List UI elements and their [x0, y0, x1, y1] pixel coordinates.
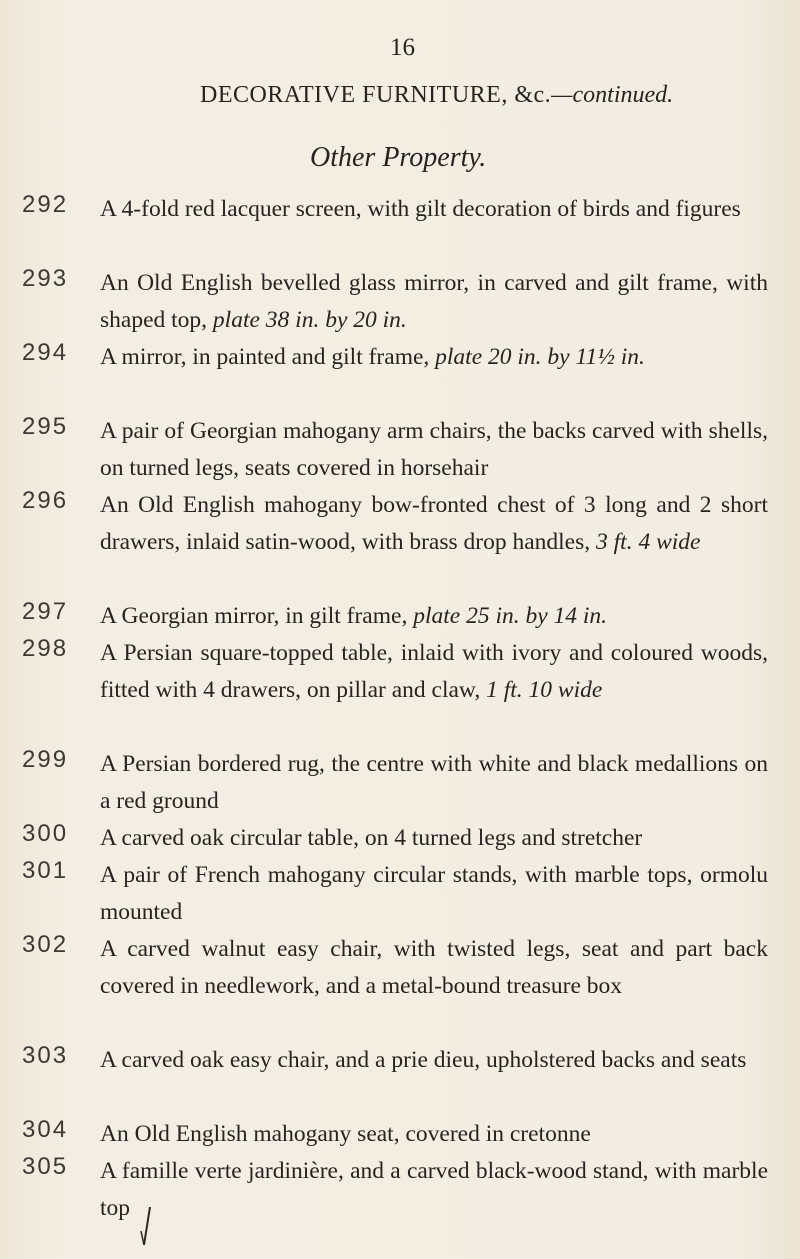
lot-description: An Old English mahogany bow-fronted chest of 3 long and 2 short drawers, inlaid satin-wood, with brass drop handles, 3 ft. 4 wide: [100, 492, 768, 555]
section-heading-continued: —continued.: [551, 82, 674, 108]
lot-description: A mirror, in painted and gilt frame, plate 20 in. by 11½ in.: [100, 344, 645, 370]
lot-number: 302: [22, 931, 69, 958]
lot-description: A pair of French mahogany circular stands, with marble tops, ormolu mounted: [100, 862, 768, 925]
lot-number: 304: [22, 1116, 69, 1143]
lot-number: 296: [22, 487, 69, 514]
section-heading-title: DECORATIVE FURNITURE, &c.: [200, 82, 552, 108]
page-number: 16: [390, 34, 415, 61]
lot-number: 294: [22, 339, 69, 366]
lot-description: A Persian square-topped table, inlaid with ivory and coloured woods, fitted with 4 drawers, on pillar and claw, 1 ft. 10 wide: [100, 640, 768, 703]
lot-description: A pair of Georgian mahogany arm chairs, the backs carved with shells, on turned legs, seats covered in horsehair: [100, 418, 768, 481]
pencil-mark-icon: [138, 1205, 154, 1249]
lot-number: 301: [22, 857, 69, 884]
lot-description: A carved walnut easy chair, with twisted legs, seat and part back covered in needlework, and a metal-bound treasure box: [100, 936, 768, 999]
section-subheading: Other Property.: [310, 142, 487, 173]
lot-description: A famille verte jardinière, and a carved black-wood stand, with marble top: [100, 1158, 768, 1221]
lot-number: 297: [22, 598, 69, 625]
lot-description: A Georgian mirror, in gilt frame, plate 25 in. by 14 in.: [100, 603, 608, 629]
lot-number: 303: [22, 1042, 69, 1069]
lot-number: 298: [22, 635, 69, 662]
lot-description: An Old English bevelled glass mirror, in carved and gilt frame, with shaped top, plate 38 in. by 20 in.: [100, 270, 768, 333]
lot-number: 300: [22, 820, 69, 847]
lot-description: A carved oak easy chair, and a prie dieu, upholstered backs and seats: [100, 1047, 747, 1073]
lot-number: 293: [22, 265, 69, 292]
lot-description: A 4-fold red lacquer screen, with gilt decoration of birds and figures: [100, 196, 741, 222]
lot-description: An Old English mahogany seat, covered in cretonne: [100, 1121, 591, 1147]
section-heading: [200, 82, 760, 109]
lot-description: A carved oak circular table, on 4 turned legs and stretcher: [100, 825, 643, 851]
lot-number: 295: [22, 413, 69, 440]
lot-number: 292: [22, 191, 69, 218]
lot-description: A Persian bordered rug, the centre with white and black medallions on a red ground: [100, 751, 768, 814]
lot-number: 305: [22, 1153, 69, 1180]
lot-number: 299: [22, 746, 69, 773]
